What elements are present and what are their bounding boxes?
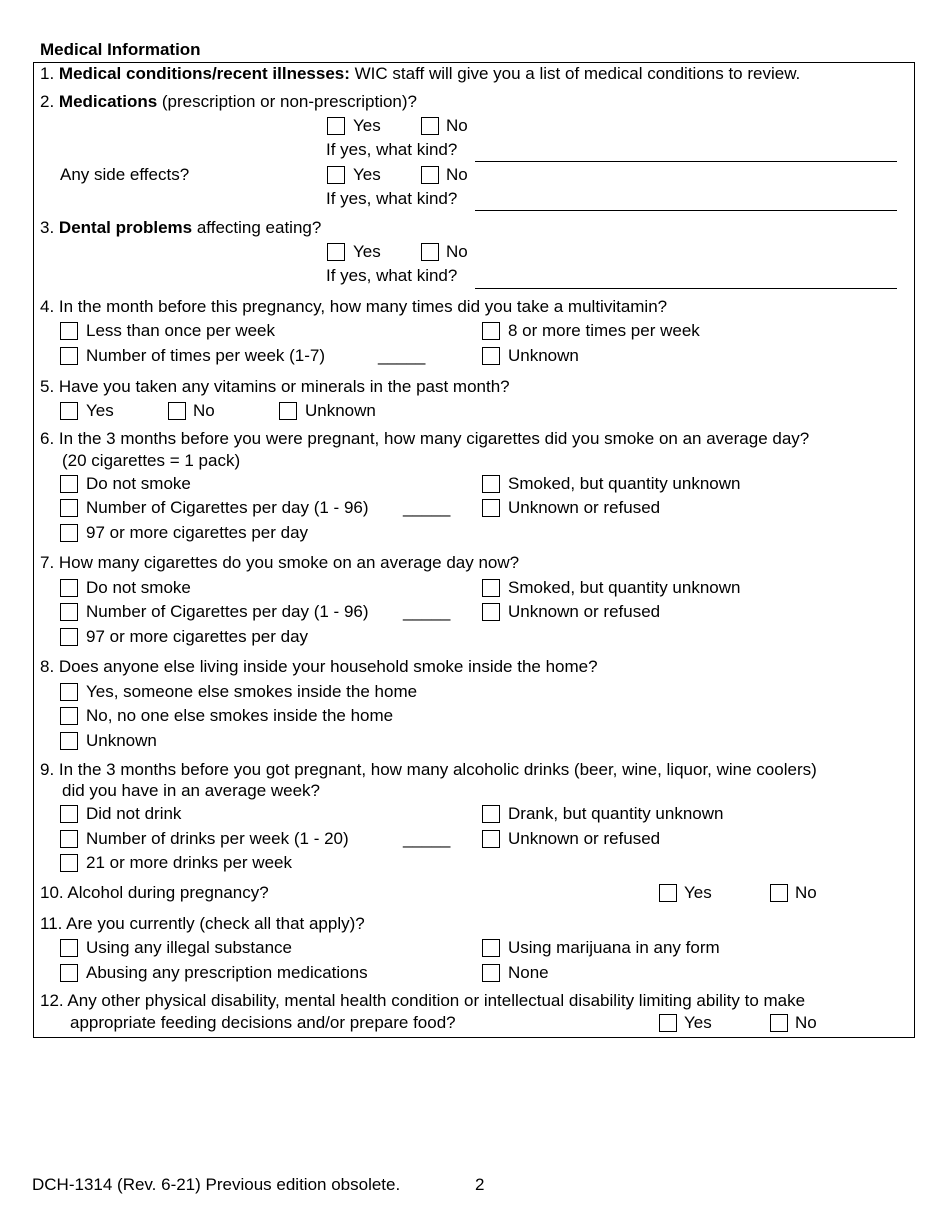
q3-yes-checkbox[interactable] — [327, 243, 345, 261]
q11-text: 11. Are you currently (check all that apply)? — [40, 914, 365, 933]
q9-opt2-label: Drank, but quantity unknown — [508, 804, 724, 823]
section-title: Medical Information — [40, 40, 201, 59]
q6-opt5-label: 97 or more cigarettes per day — [86, 523, 309, 542]
q3-bold: Dental problems — [58, 218, 193, 237]
q5-unknown-label: Unknown — [305, 401, 376, 420]
q5-unknown-checkbox[interactable] — [279, 402, 297, 420]
q3-no-checkbox[interactable] — [421, 243, 439, 261]
q9-sub: did you have in an average week? — [62, 781, 321, 800]
q8-opt2-label: No, no one else smokes inside the home — [86, 706, 394, 725]
q6-opt4-label: Unknown or refused — [508, 498, 661, 517]
q4-opt3-checkbox[interactable] — [60, 347, 78, 365]
q9-opt5-checkbox[interactable] — [60, 854, 78, 872]
q4-opt1-label: Less than once per week — [86, 321, 276, 340]
q6-opt1-checkbox[interactable] — [60, 475, 78, 493]
q4-opt4-checkbox[interactable] — [482, 347, 500, 365]
q12-yes-label: Yes — [684, 1013, 712, 1032]
q2-text — [40, 92, 417, 112]
q9-opt1-label: Did not drink — [86, 804, 182, 823]
q7-opt4-label: Unknown or refused — [508, 602, 661, 621]
q4-count-blank[interactable]: _____ — [378, 346, 426, 365]
q5-text: 5. Have you taken any vitamins or minerals in the past month? — [40, 377, 510, 396]
q7-opt2-label: Smoked, but quantity unknown — [508, 578, 741, 597]
q12-no-checkbox[interactable] — [770, 1014, 788, 1032]
q2-side-no-label: No — [446, 165, 468, 184]
q7-opt1-label: Do not smoke — [86, 578, 191, 597]
q2-side-if-yes-label: If yes, what kind? — [326, 189, 458, 208]
q3-no-label: No — [446, 242, 468, 261]
q10-no-label: No — [795, 883, 817, 902]
q12-yes-checkbox[interactable] — [659, 1014, 677, 1032]
q4-opt2-label: 8 or more times per week — [508, 321, 700, 340]
q9-opt3-label: Number of drinks per week (1 - 20) — [86, 829, 349, 848]
q7-opt2-checkbox[interactable] — [482, 579, 500, 597]
q12-sub: appropriate feeding decisions and/or prepare food? — [70, 1013, 456, 1032]
q2-no-checkbox[interactable] — [421, 117, 439, 135]
q3-rest: affecting eating? — [192, 218, 322, 237]
q9-opt1-checkbox[interactable] — [60, 805, 78, 823]
q8-opt3-checkbox[interactable] — [60, 732, 78, 750]
q2-yes-checkbox[interactable] — [327, 117, 345, 135]
q4-opt3-label: Number of times per week (1-7) — [86, 346, 326, 365]
q2-side-no-checkbox[interactable] — [421, 166, 439, 184]
q8-opt1-checkbox[interactable] — [60, 683, 78, 701]
q3-yes-label: Yes — [353, 242, 381, 261]
q4-opt4-label: Unknown — [508, 346, 579, 365]
q10-no-checkbox[interactable] — [770, 884, 788, 902]
q11-opt2-label: Using marijuana in any form — [508, 938, 720, 957]
q9-opt4-label: Unknown or refused — [508, 829, 661, 848]
q2-side-yes-label: Yes — [353, 165, 381, 184]
q2-if-yes-label: If yes, what kind? — [326, 140, 458, 159]
q6-opt2-checkbox[interactable] — [482, 475, 500, 493]
q11-opt2-checkbox[interactable] — [482, 939, 500, 957]
q9-opt4-checkbox[interactable] — [482, 830, 500, 848]
q9-text: 9. In the 3 months before you got pregnant, how many alcoholic drinks (beer, wine, liquor, wine coolers) — [40, 760, 817, 779]
q7-opt4-checkbox[interactable] — [482, 603, 500, 621]
q6-opt5-checkbox[interactable] — [60, 524, 78, 542]
q9-opt2-checkbox[interactable] — [482, 805, 500, 823]
q5-no-checkbox[interactable] — [168, 402, 186, 420]
q7-opt1-checkbox[interactable] — [60, 579, 78, 597]
page-number: 2 — [475, 1175, 485, 1194]
q2-side-yes-checkbox[interactable] — [327, 166, 345, 184]
q7-opt3-label: Number of Cigarettes per day (1 - 96) — [86, 602, 369, 621]
q11-opt3-checkbox[interactable] — [60, 964, 78, 982]
form-id-footer: DCH-1314 (Rev. 6-21) Previous edition obsolete. — [32, 1175, 401, 1194]
q9-opt5-label: 21 or more drinks per week — [86, 853, 292, 872]
q2-kind-line[interactable] — [475, 161, 897, 162]
q1-bold: Medical conditions/recent illnesses: — [58, 64, 350, 83]
q6-count-blank[interactable]: _____ — [403, 498, 451, 517]
q5-yes-label: Yes — [86, 401, 114, 420]
q2-side-kind-line[interactable] — [475, 210, 897, 211]
q4-opt1-checkbox[interactable] — [60, 322, 78, 340]
q8-opt1-label: Yes, someone else smokes inside the home — [86, 682, 418, 701]
q6-opt2-label: Smoked, but quantity unknown — [508, 474, 741, 493]
q3-kind-line[interactable] — [475, 288, 897, 289]
q1-rest: WIC staff will give you a list of medical conditions to review. — [349, 64, 801, 83]
q3-text — [40, 218, 321, 238]
q8-opt2-checkbox[interactable] — [60, 707, 78, 725]
q11-opt1-label: Using any illegal substance — [86, 938, 293, 957]
q2-yes-label: Yes — [353, 116, 381, 135]
q4-text: 4. In the month before this pregnancy, how many times did you take a multivitamin? — [40, 297, 668, 316]
q7-text: 7. How many cigarettes do you smoke on an average day now? — [40, 553, 520, 572]
q10-text: 10. Alcohol during pregnancy? — [40, 883, 269, 902]
q10-yes-checkbox[interactable] — [659, 884, 677, 902]
q7-opt3-checkbox[interactable] — [60, 603, 78, 621]
q2-no-label: No — [446, 116, 468, 135]
q6-opt3-checkbox[interactable] — [60, 499, 78, 517]
q2-bold: Medications — [58, 92, 158, 111]
q6-opt3-label: Number of Cigarettes per day (1 - 96) — [86, 498, 369, 517]
q12-text: 12. Any other physical disability, mental health condition or intellectual disability limiting ability to make — [40, 991, 806, 1010]
q3-if-yes-label: If yes, what kind? — [326, 266, 458, 285]
q7-opt5-label: 97 or more cigarettes per day — [86, 627, 309, 646]
q7-count-blank[interactable]: _____ — [403, 602, 451, 621]
q11-opt1-checkbox[interactable] — [60, 939, 78, 957]
q2-side-effects-label: Any side effects? — [60, 165, 190, 184]
q6-text: 6. In the 3 months before you were pregnant, how many cigarettes did you smoke on an average day? — [40, 429, 810, 448]
q2-num: 2. — [40, 92, 55, 111]
q9-opt3-checkbox[interactable] — [60, 830, 78, 848]
q3-num: 3. — [40, 218, 55, 237]
q6-opt1-label: Do not smoke — [86, 474, 191, 493]
q11-opt4-label: None — [508, 963, 549, 982]
q7-opt5-checkbox[interactable] — [60, 628, 78, 646]
q8-text: 8. Does anyone else living inside your household smoke inside the home? — [40, 657, 598, 676]
q5-no-label: No — [193, 401, 215, 420]
q11-opt4-checkbox[interactable] — [482, 964, 500, 982]
q6-opt4-checkbox[interactable] — [482, 499, 500, 517]
q1-num: 1. — [40, 64, 55, 83]
q2-rest: (prescription or non-prescription)? — [157, 92, 418, 111]
q11-opt3-label: Abusing any prescription medications — [86, 963, 368, 982]
q5-yes-checkbox[interactable] — [60, 402, 78, 420]
q4-opt2-checkbox[interactable] — [482, 322, 500, 340]
q8-opt3-label: Unknown — [86, 731, 157, 750]
q9-count-blank[interactable]: _____ — [403, 829, 451, 848]
q6-sub: (20 cigarettes = 1 pack) — [62, 451, 241, 470]
q1-text — [40, 64, 800, 84]
q12-no-label: No — [795, 1013, 817, 1032]
q10-yes-label: Yes — [684, 883, 712, 902]
